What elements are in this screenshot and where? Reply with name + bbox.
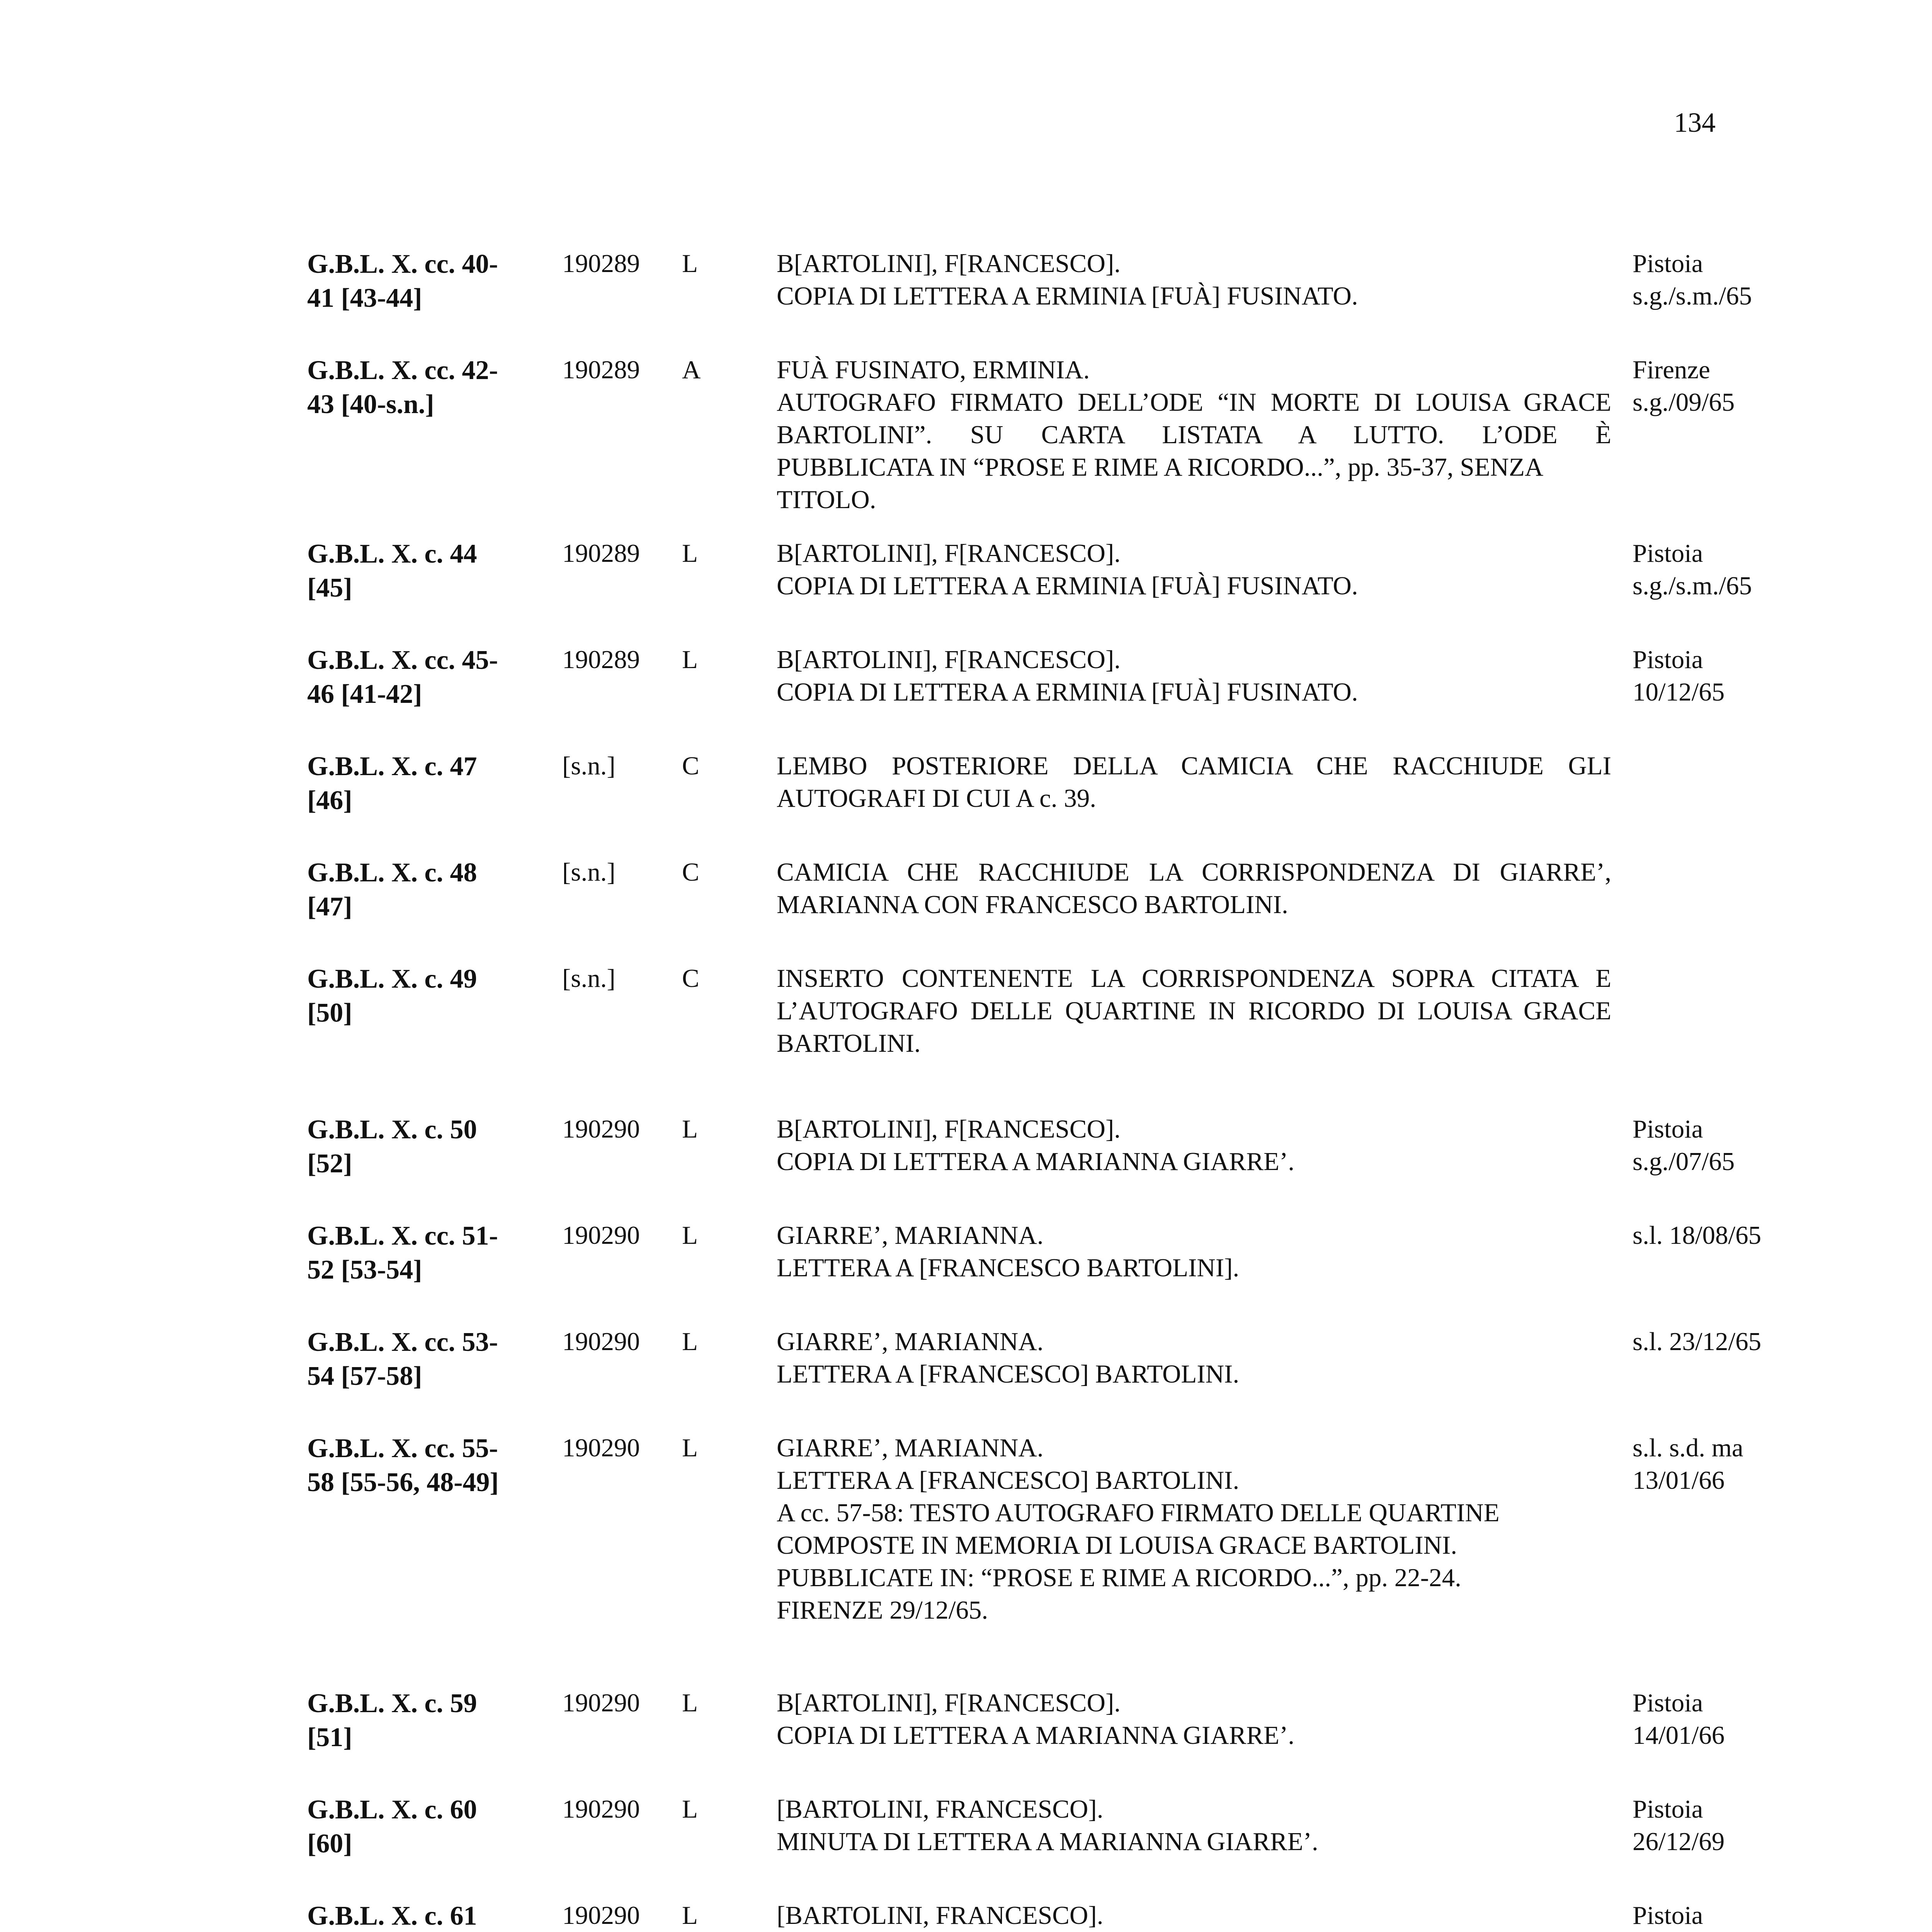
catalog-entry bbox=[0, 962, 1787, 1060]
description-line: TITOLO. bbox=[777, 485, 876, 514]
place-date-line: s.l. s.d. ma bbox=[1633, 1434, 1743, 1462]
catalog-entry bbox=[0, 1793, 1787, 1861]
description-line: LETTERA A [FRANCESCO BARTOLINI]. bbox=[777, 1253, 1240, 1282]
place-date-line: Pistoia bbox=[1633, 1901, 1703, 1930]
place-date bbox=[1633, 1687, 1787, 1752]
shelfmark-line: G.B.L. X. cc. 55- bbox=[307, 1434, 498, 1463]
shelfmark bbox=[307, 856, 562, 924]
shelfmark-line: 52 [53-54] bbox=[307, 1255, 422, 1285]
document-type: L bbox=[682, 645, 698, 674]
description-line: AUTOGRAFO FIRMATO DELL’ODE “IN MORTE DI LOUISA GRACE bbox=[777, 388, 1611, 417]
description bbox=[777, 1325, 1611, 1390]
description-line: [BARTOLINI, FRANCESCO]. bbox=[777, 1901, 1104, 1930]
shelfmark-line: [60] bbox=[307, 1829, 352, 1859]
place-date bbox=[1633, 1219, 1787, 1252]
description bbox=[777, 750, 1611, 815]
catalog-entry bbox=[0, 856, 1787, 924]
description-line: MINUTA DI LETTERA A MARIANNA GIARRE’. bbox=[777, 1827, 1318, 1856]
description-line: FUÀ FUSINATO, ERMINIA. bbox=[777, 355, 1090, 384]
shelfmark-line: G.B.L. X. c. 59 bbox=[307, 1689, 477, 1718]
description-line: B[ARTOLINI], F[RANCESCO]. bbox=[777, 645, 1121, 674]
description-line: B[ARTOLINI], F[RANCESCO]. bbox=[777, 1689, 1121, 1717]
inventory-number: 190290 bbox=[562, 1689, 640, 1717]
description-line: GIARRE’, MARIANNA. bbox=[777, 1434, 1044, 1462]
description bbox=[777, 643, 1611, 708]
description-line: BARTOLINI”. SU CARTA LISTATA A LUTTO. L’ODE È bbox=[777, 420, 1611, 449]
document-type: L bbox=[682, 1115, 698, 1143]
document-type: L bbox=[682, 1327, 698, 1356]
description-line: PUBBLICATE IN: “PROSE E RIME A RICORDO...”, pp. 22-24. bbox=[777, 1563, 1461, 1592]
shelfmark bbox=[307, 1432, 562, 1500]
shelfmark-line: G.B.L. X. cc. 40- bbox=[307, 249, 498, 279]
shelfmark-line: G.B.L. X. cc. 53- bbox=[307, 1327, 498, 1357]
description bbox=[777, 1687, 1611, 1752]
description-line: COPIA DI LETTERA A MARIANNA GIARRE’. bbox=[777, 1147, 1295, 1176]
document-type: L bbox=[682, 249, 698, 278]
place-date-line: s.l. 23/12/65 bbox=[1633, 1327, 1762, 1356]
document-type: L bbox=[682, 1221, 698, 1250]
place-date-line: 26/12/69 bbox=[1633, 1827, 1725, 1856]
shelfmark-line: G.B.L. X. cc. 42- bbox=[307, 355, 498, 385]
shelfmark bbox=[307, 354, 562, 422]
inventory-number: [s.n.] bbox=[562, 964, 616, 993]
place-date-line: Firenze bbox=[1633, 355, 1710, 384]
document-type: L bbox=[682, 1795, 698, 1823]
place-date-line: s.l. 18/08/65 bbox=[1633, 1221, 1762, 1250]
place-date bbox=[1633, 643, 1787, 708]
place-date bbox=[1633, 1113, 1787, 1178]
description-line: COPIA DI LETTERA A MARIANNA GIARRE’. bbox=[777, 1721, 1295, 1750]
inventory-number: 190290 bbox=[562, 1221, 640, 1250]
description bbox=[777, 856, 1611, 921]
description-line: COPIA DI LETTERA A ERMINIA [FUÀ] FUSINATO. bbox=[777, 678, 1358, 706]
place-date-line: Pistoia bbox=[1633, 1115, 1703, 1143]
shelfmark bbox=[307, 537, 562, 605]
description bbox=[777, 1899, 1611, 1932]
catalog-entry bbox=[0, 1113, 1787, 1181]
catalog-entry bbox=[0, 1432, 1787, 1626]
shelfmark-line: 54 [57-58] bbox=[307, 1361, 422, 1391]
catalog-entry bbox=[0, 750, 1787, 818]
description-line: LETTERA A [FRANCESCO] BARTOLINI. bbox=[777, 1360, 1240, 1388]
inventory-number: [s.n.] bbox=[562, 752, 616, 780]
document-type: L bbox=[682, 1689, 698, 1717]
shelfmark bbox=[307, 1687, 562, 1755]
description bbox=[777, 1432, 1611, 1626]
shelfmark-line: G.B.L. X. c. 49 bbox=[307, 964, 477, 994]
inventory-number: 190290 bbox=[562, 1901, 640, 1930]
shelfmark bbox=[307, 1325, 562, 1393]
document-type: L bbox=[682, 1434, 698, 1462]
description-line: B[ARTOLINI], F[RANCESCO]. bbox=[777, 1115, 1121, 1143]
place-date bbox=[1633, 1899, 1787, 1932]
shelfmark bbox=[307, 750, 562, 818]
place-date-line: Pistoia bbox=[1633, 249, 1703, 278]
place-date bbox=[1633, 1432, 1787, 1497]
place-date bbox=[1633, 247, 1787, 312]
place-date-line: Pistoia bbox=[1633, 645, 1703, 674]
shelfmark-line: [46] bbox=[307, 786, 352, 815]
place-date bbox=[1633, 1793, 1787, 1858]
catalog-entry bbox=[0, 354, 1787, 516]
shelfmark bbox=[307, 1219, 562, 1287]
shelfmark-line: 46 [41-42] bbox=[307, 679, 422, 709]
inventory-number: 190289 bbox=[562, 249, 640, 278]
shelfmark-line: G.B.L. X. cc. 51- bbox=[307, 1221, 498, 1251]
shelfmark-line: G.B.L. X. c. 60 bbox=[307, 1795, 477, 1825]
shelfmark-line: 58 [55-56, 48-49] bbox=[307, 1468, 499, 1497]
shelfmark-line: 43 [40-s.n.] bbox=[307, 389, 434, 419]
shelfmark bbox=[307, 247, 562, 315]
description-line: LEMBO POSTERIORE DELLA CAMICIA CHE RACCHIUDE GLI bbox=[777, 752, 1611, 780]
description bbox=[777, 537, 1611, 602]
place-date-line: Pistoia bbox=[1633, 539, 1703, 568]
description-line: [BARTOLINI, FRANCESCO]. bbox=[777, 1795, 1104, 1823]
document-type: C bbox=[682, 964, 699, 993]
description bbox=[777, 1793, 1611, 1858]
description-line: FIRENZE 29/12/65. bbox=[777, 1596, 988, 1624]
document-type: A bbox=[682, 355, 701, 384]
document-type: L bbox=[682, 1901, 698, 1930]
catalog-entry bbox=[0, 537, 1787, 605]
place-date-line: 10/12/65 bbox=[1633, 678, 1725, 706]
place-date-line: 13/01/66 bbox=[1633, 1466, 1725, 1495]
inventory-number: [s.n.] bbox=[562, 858, 616, 886]
page-number: 134 bbox=[1674, 107, 1716, 138]
catalog-entry bbox=[0, 247, 1787, 315]
description-line: A cc. 57-58: TESTO AUTOGRAFO FIRMATO DELLE QUARTINE bbox=[777, 1498, 1500, 1527]
shelfmark-line: 41 [43-44] bbox=[307, 283, 422, 313]
place-date-line: s.g./s.m./65 bbox=[1633, 571, 1752, 600]
description-line: B[ARTOLINI], F[RANCESCO]. bbox=[777, 539, 1121, 568]
description-line: BARTOLINI. bbox=[777, 1029, 921, 1058]
shelfmark-line: G.B.L. X. c. 48 bbox=[307, 858, 477, 888]
description-line: COPIA DI LETTERA A ERMINIA [FUÀ] FUSINATO. bbox=[777, 282, 1358, 310]
catalog-entry bbox=[0, 643, 1787, 711]
description-line: PUBBLICATA IN “PROSE E RIME A RICORDO...”, pp. 35-37, SENZA bbox=[777, 453, 1544, 481]
description-line: GIARRE’, MARIANNA. bbox=[777, 1327, 1044, 1356]
catalog-entry bbox=[0, 1325, 1787, 1393]
description-line: CAMICIA CHE RACCHIUDE LA CORRISPONDENZA DI GIARRE’, bbox=[777, 858, 1611, 886]
inventory-number: 190290 bbox=[562, 1434, 640, 1462]
description bbox=[777, 1219, 1611, 1284]
shelfmark-line: [52] bbox=[307, 1149, 352, 1179]
description bbox=[777, 354, 1611, 516]
document-type: C bbox=[682, 752, 699, 780]
place-date-line: s.g./09/65 bbox=[1633, 388, 1735, 417]
inventory-number: 190289 bbox=[562, 539, 640, 568]
description bbox=[777, 1113, 1611, 1178]
place-date-line: s.g./07/65 bbox=[1633, 1147, 1735, 1176]
inventory-number: 190289 bbox=[562, 645, 640, 674]
shelfmark-line: G.B.L. X. cc. 45- bbox=[307, 645, 498, 675]
description-line: MARIANNA CON FRANCESCO BARTOLINI. bbox=[777, 890, 1288, 919]
place-date-line: s.g./s.m./65 bbox=[1633, 282, 1752, 310]
description-line: COPIA DI LETTERA A ERMINIA [FUÀ] FUSINATO. bbox=[777, 571, 1358, 600]
place-date-line: 14/01/66 bbox=[1633, 1721, 1725, 1750]
place-date-line: Pistoia bbox=[1633, 1689, 1703, 1717]
shelfmark-line: G.B.L. X. c. 47 bbox=[307, 752, 477, 781]
place-date bbox=[1633, 1325, 1787, 1358]
document-type: L bbox=[682, 539, 698, 568]
description-line: LETTERA A [FRANCESCO] BARTOLINI. bbox=[777, 1466, 1240, 1495]
inventory-number: 190290 bbox=[562, 1795, 640, 1823]
place-date bbox=[1633, 354, 1787, 418]
shelfmark bbox=[307, 962, 562, 1030]
shelfmark-line: [47] bbox=[307, 892, 352, 922]
place-date-line: Pistoia bbox=[1633, 1795, 1703, 1823]
inventory-number: 190290 bbox=[562, 1115, 640, 1143]
shelfmark-line: [50] bbox=[307, 998, 352, 1028]
description-line: L’AUTOGRAFO DELLE QUARTINE IN RICORDO DI LOUISA GRACE bbox=[777, 997, 1611, 1025]
description-line: GIARRE’, MARIANNA. bbox=[777, 1221, 1044, 1250]
catalog-entry bbox=[0, 1687, 1787, 1755]
shelfmark-line: G.B.L. X. c. 44 bbox=[307, 539, 477, 569]
shelfmark bbox=[307, 1899, 562, 1932]
inventory-number: 190290 bbox=[562, 1327, 640, 1356]
inventory-number: 190289 bbox=[562, 355, 640, 384]
shelfmark bbox=[307, 643, 562, 711]
catalog-entry bbox=[0, 1219, 1787, 1287]
document-type: C bbox=[682, 858, 699, 886]
shelfmark-line: G.B.L. X. c. 61 bbox=[307, 1901, 477, 1931]
description-line: AUTOGRAFI DI CUI A c. 39. bbox=[777, 784, 1096, 813]
description bbox=[777, 962, 1611, 1060]
shelfmark-line: [51] bbox=[307, 1723, 352, 1752]
shelfmark bbox=[307, 1113, 562, 1181]
shelfmark-line: G.B.L. X. c. 50 bbox=[307, 1115, 477, 1145]
description-line: B[ARTOLINI], F[RANCESCO]. bbox=[777, 249, 1121, 278]
description bbox=[777, 247, 1611, 312]
shelfmark-line: [45] bbox=[307, 573, 352, 603]
place-date bbox=[1633, 537, 1787, 602]
description-line: COMPOSTE IN MEMORIA DI LOUISA GRACE BARTOLINI. bbox=[777, 1531, 1458, 1560]
description-line: INSERTO CONTENENTE LA CORRISPONDENZA SOPRA CITATA E bbox=[777, 964, 1611, 993]
catalog-entry bbox=[0, 1899, 1787, 1932]
shelfmark bbox=[307, 1793, 562, 1861]
